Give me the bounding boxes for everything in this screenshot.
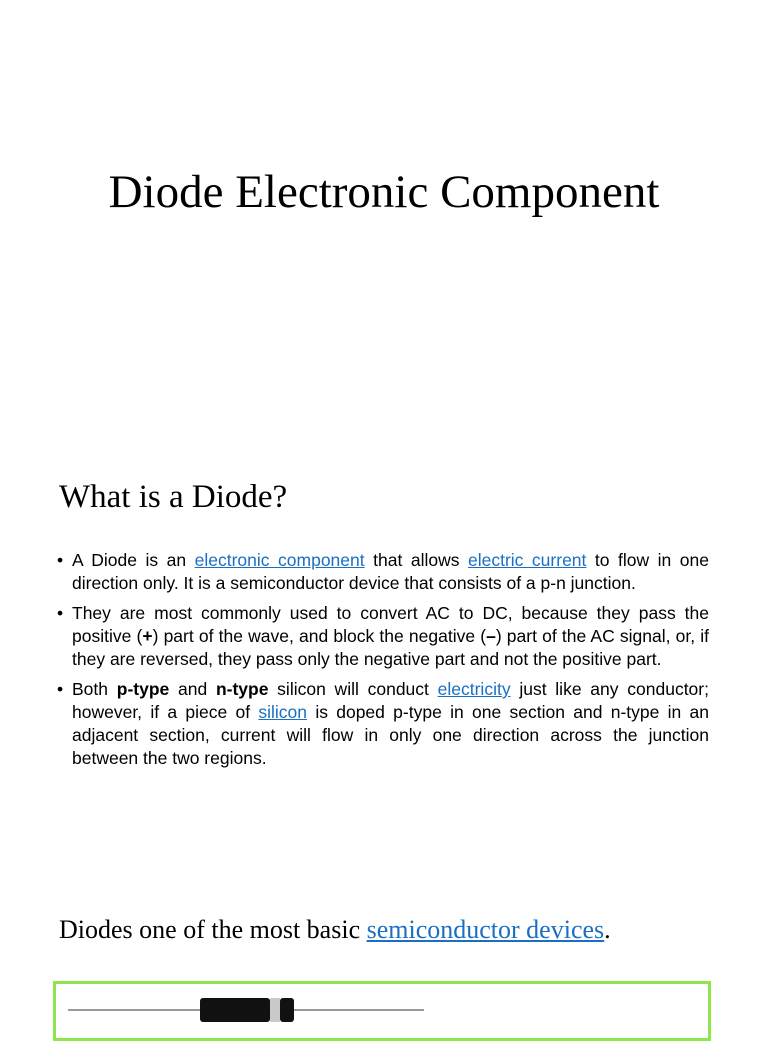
bullet-item bbox=[57, 602, 709, 671]
bullet-text: silicon will conduct bbox=[268, 679, 438, 699]
bullet-text: Both bbox=[72, 679, 117, 699]
bullet-item bbox=[57, 549, 709, 595]
bullet-text: They are most commonly used to convert AC to DC, because they pass the positive ( bbox=[72, 603, 709, 646]
bullet-text: just like any conductor; however, if a piece of bbox=[72, 679, 709, 722]
link-electric-current[interactable]: electric current bbox=[467, 550, 587, 570]
link-electricity[interactable]: electricity bbox=[437, 679, 511, 699]
link-silicon[interactable]: silicon bbox=[258, 702, 308, 722]
bullet-text: ) part of the wave, and block the negative ( bbox=[152, 626, 487, 646]
diode-illustration bbox=[56, 984, 708, 1038]
bold-n-type: n-type bbox=[215, 679, 269, 699]
bullet-text: to flow in one direction only. It is a semiconductor device that consists of a p-n junction. bbox=[72, 550, 710, 593]
diode-body bbox=[200, 998, 270, 1022]
diode-body-end bbox=[280, 998, 294, 1022]
bullet-text: A Diode is an bbox=[72, 550, 195, 570]
bullet-dot: • bbox=[57, 603, 64, 623]
bullet-text: that allows bbox=[364, 550, 468, 570]
bullet-dot: • bbox=[57, 550, 64, 570]
bullet-text: is doped p-type in one section and n-type in an adjacent section, current will flow in only one direction across the junction between the two regions. bbox=[72, 702, 709, 768]
bullet-text: ) part of the AC signal, or, if they are reversed, they pass only the negative part and not the positive part. bbox=[72, 626, 710, 669]
section-heading: What is a Diode? bbox=[59, 479, 288, 515]
bullet-list bbox=[57, 549, 709, 777]
link-semiconductor-devices[interactable]: semiconductor devices bbox=[366, 915, 605, 944]
intro-paragraph bbox=[59, 912, 739, 948]
page-title: Diode Electronic Component bbox=[108, 166, 660, 218]
link-electronic-component[interactable]: electronic component bbox=[194, 550, 365, 570]
plus-sign: + bbox=[142, 626, 153, 646]
bold-p-type: p-type bbox=[116, 679, 170, 699]
minus-sign: – bbox=[486, 626, 496, 646]
para-end: . bbox=[604, 915, 611, 944]
bullet-text: and bbox=[169, 679, 216, 699]
para-text: Diodes one of the most basic bbox=[59, 915, 367, 944]
diode-cathode-band bbox=[270, 998, 280, 1022]
bullet-dot: • bbox=[57, 679, 64, 699]
diode-figure bbox=[53, 981, 711, 1041]
bullet-item bbox=[57, 678, 709, 770]
